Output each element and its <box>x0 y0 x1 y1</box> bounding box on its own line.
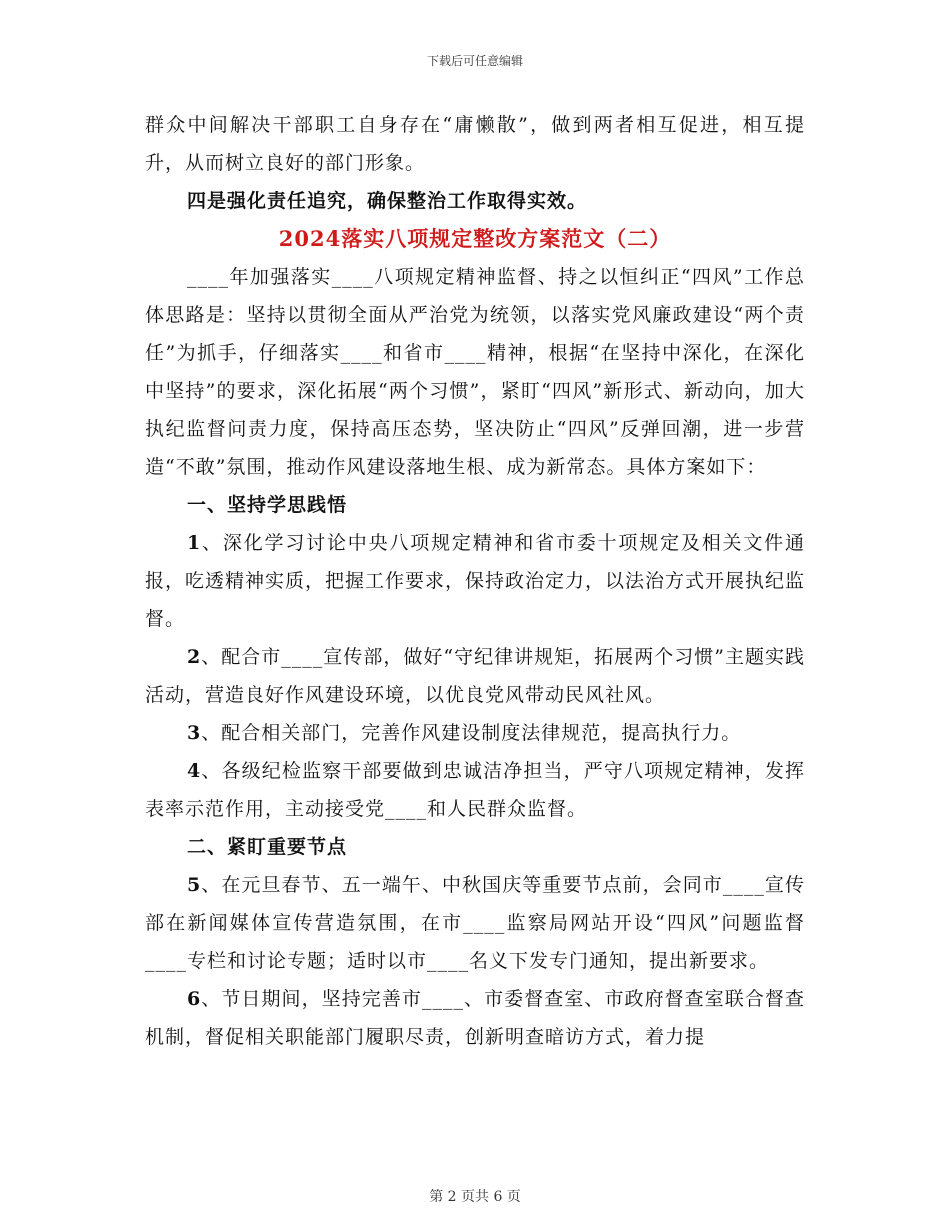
list-item <box>145 752 805 828</box>
item-number: 3 <box>187 722 202 744</box>
item-text: 、配合相关部门，完善作风建设制度法律规范，提高执行力。 <box>201 722 742 744</box>
list-item <box>145 866 805 980</box>
item-number: 4 <box>187 760 202 782</box>
item-number: 2 <box>187 646 202 668</box>
paragraph-continued: 群众中间解决干部职工自身存在“庸懒散”，做到两者相互促进，相互提升，从而树立良好的部门形象。 <box>145 114 805 174</box>
item-text: 、深化学习讨论中央八项规定精神和省市委十项规定及相关文件通报，吃透精神实质，把握工作要求，保持政治定力，以法治方式开展执纪监督。 <box>145 532 806 630</box>
item-text: 、节日期间，坚持完善市____、市委督查室、市政府督查室联合督查机制，督促相关职能部门履职尽责，创新明查暗访方式，着力提 <box>145 988 805 1048</box>
item-number: 5 <box>187 874 202 896</box>
list-item <box>145 524 805 638</box>
item-text: 、配合市____宣传部，做好“守纪律讲规矩，拓展两个习惯”主题实践活动，营造良好作风建设环境，以优良党风带动民风社风。 <box>145 646 805 706</box>
point-four: 四是强化责任追究，确保整治工作取得实效。 <box>187 190 588 212</box>
document-title: 2024落实八项规定整改方案范文（二） <box>278 226 672 251</box>
page-header: 下载后可任意编辑 <box>426 54 523 68</box>
section-heading-1: 一、坚持学思践悟 <box>187 494 348 516</box>
page-footer: 第 2 页共 6 页 <box>429 1189 521 1205</box>
item-number: 6 <box>187 988 202 1010</box>
item-text: 、各级纪检监察干部要做到忠诚洁净担当，严守八项规定精神，发挥表率示范作用，主动接受党____和人民群众监督。 <box>145 760 805 820</box>
list-item <box>145 714 805 752</box>
list-item <box>145 638 805 714</box>
item-text: 、在元旦春节、五一端午、中秋国庆等重要节点前，会同市____宣传部在新闻媒体宣传营造氛围，在市____监察局网站开设“四风”问题监督____专栏和讨论专题；适时以市____名义下发专门通知，提出新要求。 <box>145 874 805 972</box>
list-item <box>145 980 805 1056</box>
item-number: 1 <box>187 532 202 554</box>
document-body <box>145 106 805 1056</box>
intro-paragraph: ____年加强落实____八项规定精神监督、持之以恒纠正“四风”工作总体思路是：坚持以贯彻全面从严治党为统领，以落实党风廉政建设“两个责任”为抓手，仔细落实____和省市____精神，根据“在坚持中深化，在深化中坚持”的要求，深化拓展“两个习惯”，紧盯“四风”新形式、新动向，加大执纪监督问责力度，保持高压态势，坚决防止“四风”反弹回潮，进一步营造“不敢”氛围，推动作风建设落地生根、成为新常态。具体方案如下： <box>145 266 805 478</box>
section-heading-2: 二、紧盯重要节点 <box>187 836 348 858</box>
